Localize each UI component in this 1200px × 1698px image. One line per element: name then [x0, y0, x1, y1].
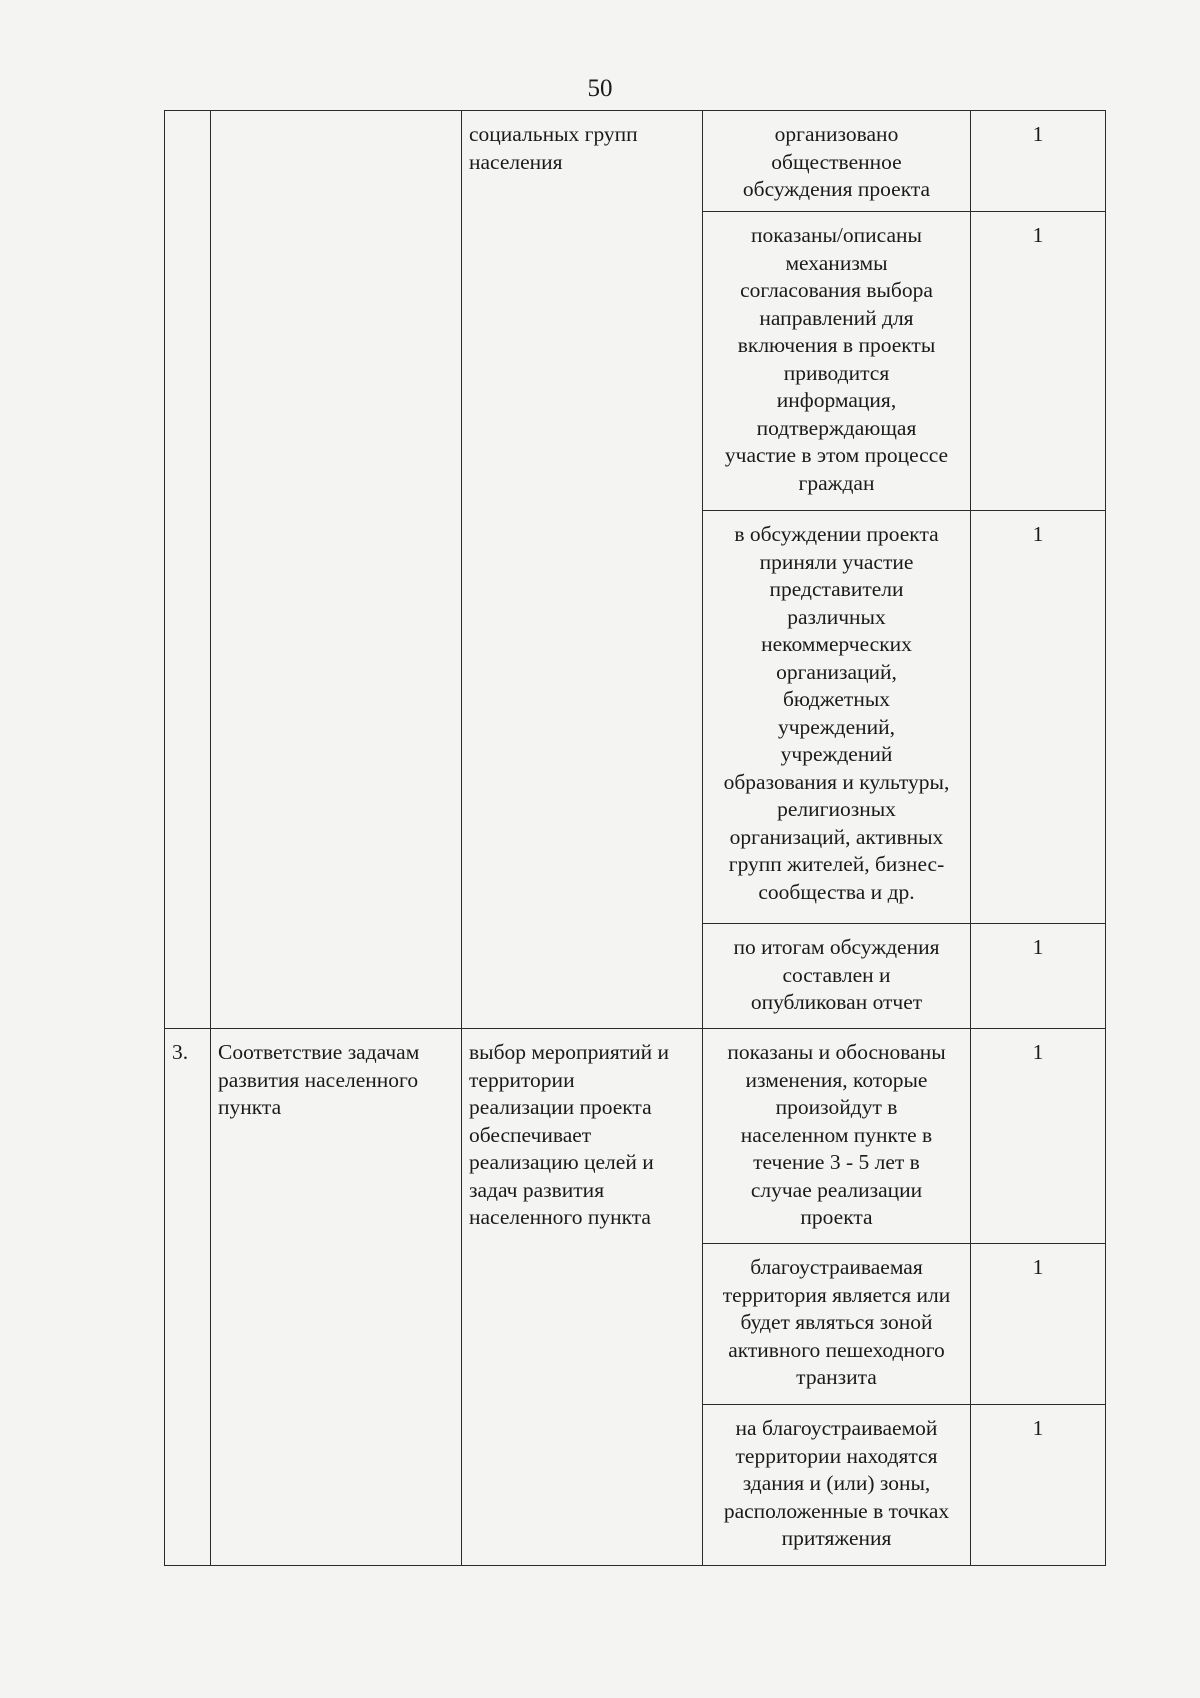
score-cell: 1	[971, 511, 1106, 924]
row-number-cell: 3.	[165, 1029, 211, 1566]
criterion-name-cell: Соответствие задачам развития населенного пункта	[211, 1029, 462, 1566]
sub-criterion-cell: показаны и обоснованы изменения, которые произойдут в населенном пункте в течение 3 - 5 лет в случае реализации проекта	[703, 1029, 971, 1244]
score-cell: 1	[971, 1029, 1106, 1244]
criteria-table	[164, 110, 1106, 1566]
score-cell: 1	[971, 1405, 1106, 1566]
row-number-cell	[165, 111, 211, 1029]
sub-criterion-cell: на благоустраиваемой территории находятся здания и (или) зоны, расположенные в точках притяжения	[703, 1405, 971, 1566]
table-row	[165, 111, 1106, 212]
criterion-description-cell: социальных групп населения	[462, 111, 703, 1029]
criterion-name-cell	[211, 111, 462, 1029]
table-row	[165, 1029, 1106, 1244]
score-cell: 1	[971, 924, 1106, 1029]
sub-criterion-cell: благоустраиваемая территория является или будет являться зоной активного пешеходного транзита	[703, 1244, 971, 1405]
page-number: 50	[587, 75, 613, 102]
sub-criterion-cell: организовано общественное обсуждения проекта	[703, 111, 971, 212]
score-cell: 1	[971, 212, 1106, 511]
sub-criterion-cell: в обсуждении проекта приняли участие представители различных некоммерческих организаций, бюджетных учреждений, учреждений образования и культуры, религиозных организаций, активных групп жителей, бизнес- сообщества и др.	[703, 511, 971, 924]
criterion-description-cell: выбор мероприятий и территории реализации проекта обеспечивает реализацию целей и задач развития населенного пункта	[462, 1029, 703, 1566]
score-cell: 1	[971, 111, 1106, 212]
sub-criterion-cell: показаны/описаны механизмы согласования выбора направлений для включения в проекты приводится информация, подтверждающая участие в этом процессе граждан	[703, 212, 971, 511]
score-cell: 1	[971, 1244, 1106, 1405]
sub-criterion-cell: по итогам обсуждения составлен и опубликован отчет	[703, 924, 971, 1029]
